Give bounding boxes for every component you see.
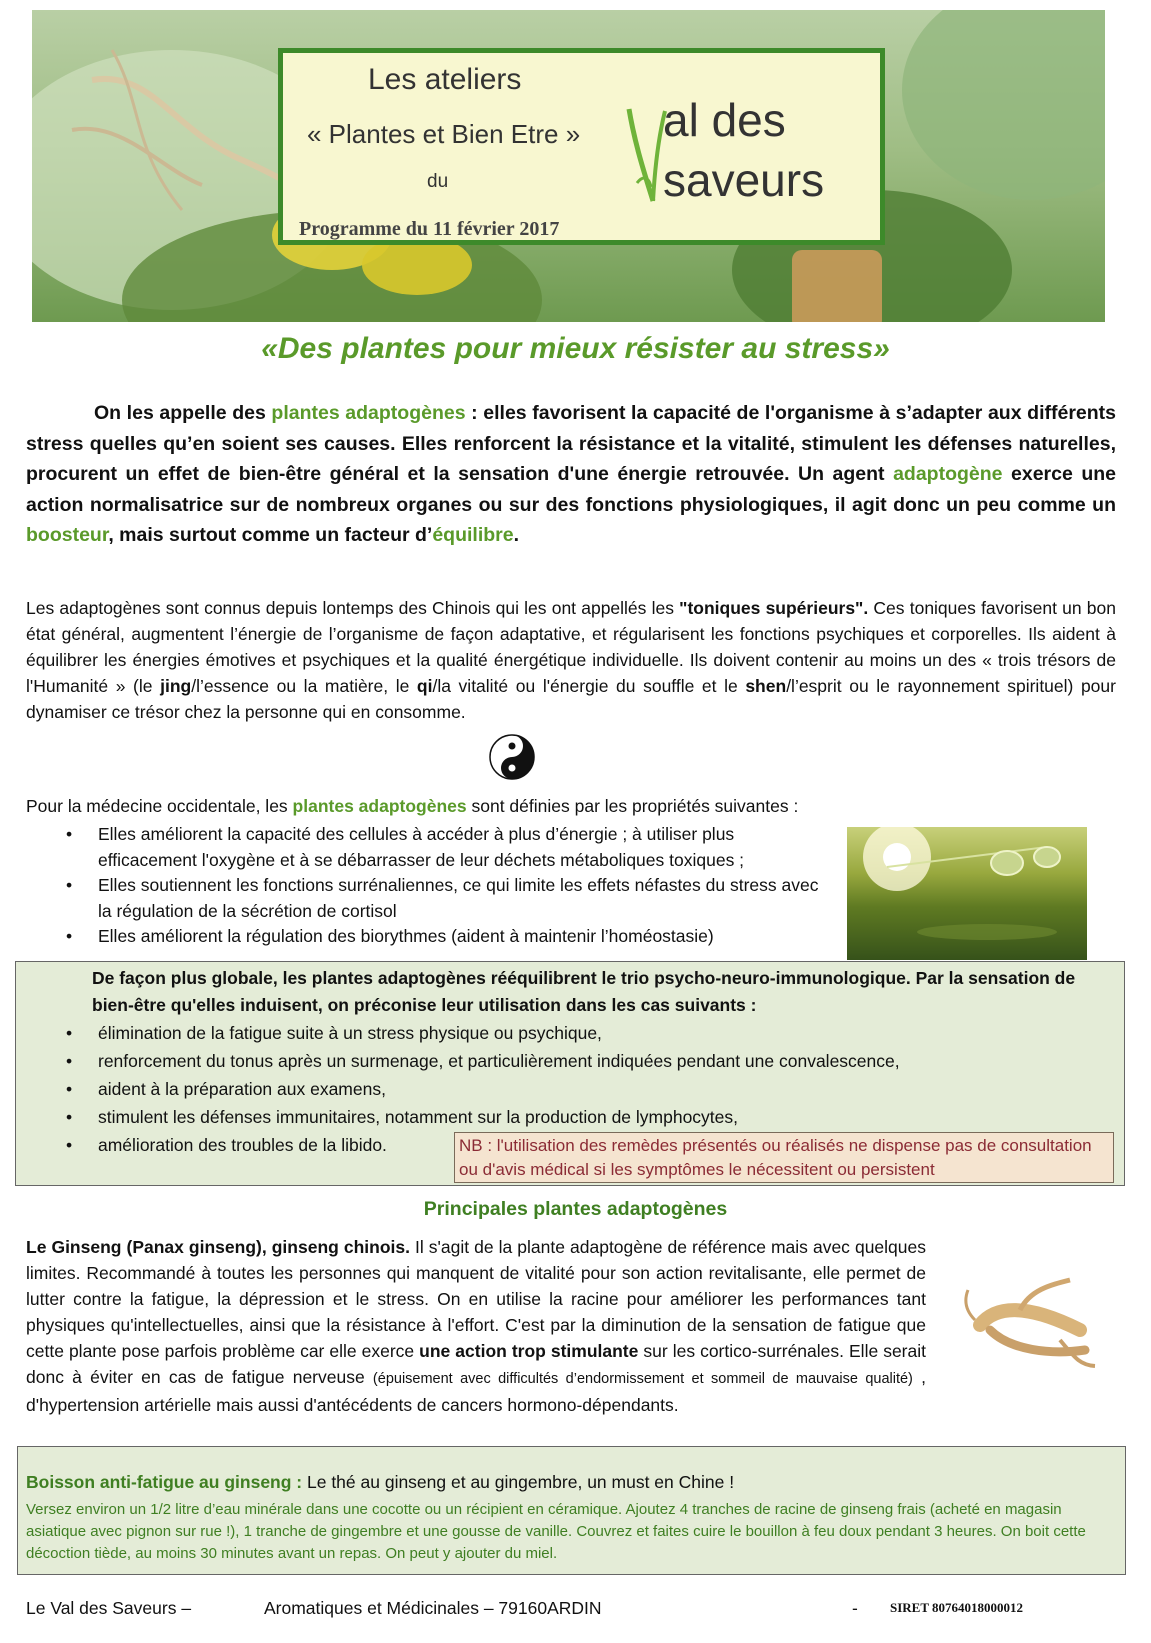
header-line-du: du <box>427 171 449 192</box>
ginseng-text-f: , d'hypertension artérielle mais aussi d'antécédents de cancers hormono-dépendants. <box>26 1367 926 1415</box>
intro-highlight-boosteur: boosteur <box>26 524 109 546</box>
intro-text-i: . <box>513 524 520 546</box>
list-item: • Elles améliorent la capacité des cellules à accéder à plus d’énergie ; à utiliser plus efficacement l'oxygène et à se débarrasser de leur déchets métaboliques toxiques ; <box>26 822 826 873</box>
list-item: • Elles soutiennent les fonctions surrénaliennes, ce qui limite les effets néfastes du stress avec la régulation de la sécrétion de cortisol <box>26 873 826 924</box>
intro-text-c: : elles favorisent la capacité de l'organisme à s’adapter aux différents stress quelles qu’en soient ses causes. Elles renforcent la résistance et la vitalité, stimulent les défenses naturelles, procurent un effet de bien-être général et la sensation d'une énergie retrouvée. Un agent <box>26 402 1116 485</box>
footer-company: Le Val des Saveurs – <box>26 1598 192 1618</box>
p2-text-e: /l’essence ou la matière, le <box>191 676 417 696</box>
list-item: • amélioration des troubles de la libido. <box>26 1131 1116 1159</box>
intro-highlight-plantes: plantes adaptogènes <box>271 402 466 424</box>
ginseng-name: Le Ginseng (Panax ginseng), ginseng chinois. <box>26 1237 410 1257</box>
recipe-title <box>26 1472 1116 1493</box>
list-item: • aident à la préparation aux examens, <box>26 1075 1116 1103</box>
ginseng-root-image <box>960 1270 1100 1370</box>
p3-text-a: Pour la médecine occidentale, les <box>26 796 293 816</box>
recipe-text: Versez environ un 1/2 litre d’eau minérale dans une cocotte ou un récipient en céramique. Ajoutez 4 tranches de racine de ginseng frais (acheté en magasin asiatique avec pignon sur rue !), 1 tranche de gingembre et une gousse de vanille. Couvrez et faites cuire le bouillon à feu doux pendant 3 heures. On boit cette décoction tiède, au moins 30 minutes avant un repas. On peut y ajouter du miel. <box>26 1501 1086 1562</box>
p2-text-a: Les adaptogènes sont connus depuis lontemps des Chinois qui les ont appellés les <box>26 598 680 618</box>
intro-text-g: , mais surtout comme un facteur d’ <box>108 524 433 546</box>
p2-shen: shen <box>745 676 787 696</box>
p2-jing: jing <box>160 676 192 696</box>
p3-text-c: sont définies par les propriétés suivantes : <box>466 796 799 816</box>
header-title-box <box>278 48 885 245</box>
ginseng-text-b: Il s'agit de la plante adaptogène de référence mais avec quelques limites. Recommandé à toutes les personnes qui manquent de vitalité pour son action revitalisante, elle permet de lutter contre la fatigue, la dépression et le stress. On en utilise la racine pour améliorer les performances tant physiques qu'intellectuelles, ainsi que la résistance à l'effort. C'est par la diminution de la sensation de fatigue que cette plante pose parfois problème car elle exerce <box>26 1237 926 1361</box>
header-programme-date: Programme du 11 février 2017 <box>299 218 560 240</box>
ginseng-action-trop-stimulante: une action trop stimulante <box>419 1341 639 1361</box>
ginseng-text-d: sur les cortico-surrénales. Elle serait donc à éviter en cas de fatigue nerveuse <box>26 1341 926 1387</box>
intro-text-e: exerce une action normalisatrice sur de nombreux organes ou sur des fonctions physiologiques, il agit donc un peu comme un <box>26 463 1116 516</box>
list-item: • renforcement du tonus après un surmenage, et particulièrement indiquées pendant une convalescence, <box>26 1047 1116 1075</box>
usage-box-intro: De façon plus globale, les plantes adaptogènes rééquilibrent le trio psycho-neuro-immunologique. Par la sensation de bien-être qu'elles induisent, on préconise leur utilisation dans les cas suivants : <box>92 968 1076 1015</box>
p2-qi: qi <box>416 676 433 696</box>
header-line-ateliers: Les ateliers <box>368 63 522 96</box>
p2-text-c: Ces toniques favorisent un bon état général, augmentent l’énergie de l’organisme de façon adaptative, et régularisent les fonctions psychiques et corporelles. Ils aident à équilibrer les énergies émotives et psychiques et la qualité énergétique individuelle. Ils doivent contenir au moins un des « trois trésors de l'Humanité » (le <box>26 598 1116 696</box>
footer-dash: - <box>852 1598 858 1618</box>
list-item: • stimulent les défenses immunitaires, notamment sur la production de lymphocytes, <box>26 1103 1116 1131</box>
logo-text-line1: al des <box>663 94 786 146</box>
p2-toniques: "toniques supérieurs". <box>679 598 869 618</box>
page-title: «Des plantes pour mieux résister au stress» <box>261 332 890 365</box>
yin-yang-icon <box>486 731 538 783</box>
recipe-title-bold: Boisson anti-fatigue au ginseng : <box>26 1472 303 1492</box>
recipe-subtitle: Le thé au ginseng et au gingembre, un must en Chine ! <box>302 1472 735 1492</box>
p2-text-g: /la vitalité ou l'énergie du souffle et le <box>432 676 746 696</box>
medical-disclaimer-note: NB : l'utilisation des remèdes présentés ou réalisés ne dispense pas de consultation ou d'avis médical si les symptômes le nécessitent ou persistent <box>454 1132 1114 1183</box>
intro-text-a: On les appelle des <box>94 402 272 424</box>
header-line-plantes: « Plantes et Bien Etre » <box>307 119 581 149</box>
intro-highlight-equilibre: équilibre <box>432 524 514 546</box>
footer-activity: Aromatiques et Médicinales – 79160ARDIN <box>264 1598 602 1618</box>
footer <box>26 1598 1116 1624</box>
ginseng-parenthetical: (épuisement avec difficultés d’endormissement et sommeil de mauvaise qualité) <box>372 1371 913 1387</box>
chinese-tonics-paragraph <box>26 595 1116 725</box>
intro-highlight-adaptogene: adaptogène <box>893 463 1003 485</box>
p2-text-i: /l’esprit ou le rayonnement spirituel) pour dynamiser ce trésor chez la personne qui en consomme. <box>26 676 1116 722</box>
section-heading-principales: Principales plantes adaptogènes <box>423 1198 728 1220</box>
logo-text-line2: saveurs <box>663 154 825 206</box>
intro-paragraph <box>26 398 1116 551</box>
p3-highlight: plantes adaptogènes <box>292 796 467 816</box>
properties-list <box>26 822 826 950</box>
water-drops-image <box>847 827 1087 960</box>
logo-v-leaf-icon <box>625 105 667 205</box>
footer-siret: SIRET 80764018000012 <box>890 1600 1024 1615</box>
ginseng-paragraph <box>26 1234 1116 1418</box>
list-item: • élimination de la fatigue suite à un stress physique ou psychique, <box>26 1019 1116 1047</box>
list-item: • Elles améliorent la régulation des biorythmes (aident à maintenir l’homéostasie) <box>26 924 826 950</box>
occidental-medicine-intro <box>26 796 926 817</box>
